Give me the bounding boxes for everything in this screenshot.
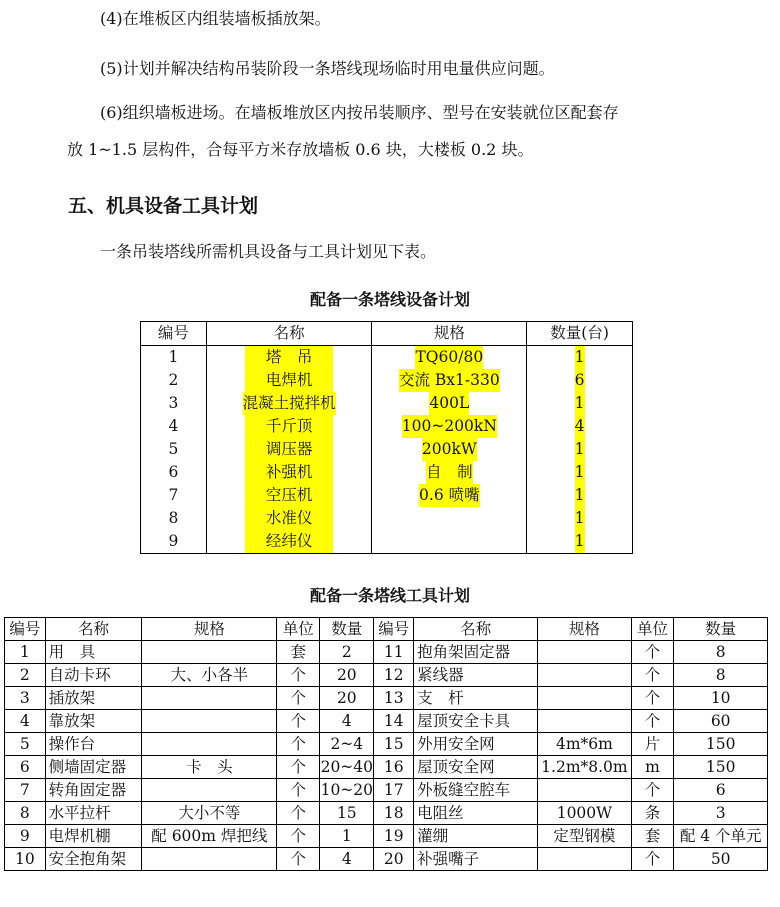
cell-spec: 定型钢模 [538, 825, 632, 848]
cell-text: 千斤顶 [245, 415, 333, 438]
cell-text: 调压器 [245, 438, 333, 461]
cell-spec [142, 733, 277, 756]
header-spec: 规格 [142, 618, 277, 641]
table-row [5, 687, 768, 710]
cell-unit: 个 [631, 848, 674, 871]
header-quantity: 数量 [320, 618, 374, 641]
cell-spec [372, 484, 527, 507]
cell-unit: 个 [631, 687, 674, 710]
cell-unit: 个 [277, 733, 320, 756]
header-unit: 单位 [631, 618, 674, 641]
cell-text: 4 [168, 417, 179, 435]
intro-text: 一条吊装塔线所需机具设备与工具计划见下表。 [100, 242, 437, 261]
cell-number: 15 [374, 733, 414, 756]
cell-text: 1 [575, 507, 585, 530]
cell-name: 支 杆 [414, 687, 538, 710]
table-row [5, 641, 768, 664]
cell-text: 1 [575, 438, 585, 461]
cell-unit: 个 [277, 848, 320, 871]
cell-spec [142, 848, 277, 871]
equipment-table-caption: 配备一条塔线设备计划 [309, 290, 470, 309]
cell-quantity [527, 438, 633, 461]
cell-unit: m [631, 756, 674, 779]
cell-quantity: 8 [674, 641, 768, 664]
cell-text: 经纬仪 [245, 530, 333, 553]
cell-number: 10 [5, 848, 46, 871]
table-row [5, 825, 768, 848]
cell-quantity [527, 392, 633, 415]
cell-quantity: 2 [320, 641, 374, 664]
cell-number: 8 [5, 802, 46, 825]
cell-name: 灌绷 [414, 825, 538, 848]
cell-unit: 套 [631, 825, 674, 848]
cell-quantity: 50 [674, 848, 768, 871]
table-row [5, 779, 768, 802]
cell-unit: 个 [277, 779, 320, 802]
cell-name: 电阻丝 [414, 802, 538, 825]
cell-number: 18 [374, 802, 414, 825]
cell-quantity: 15 [320, 802, 374, 825]
cell-number: 12 [374, 664, 414, 687]
cell-spec [372, 438, 527, 461]
table-row [141, 484, 633, 507]
tools-table-header [5, 618, 768, 641]
cell-text: 6 [168, 463, 179, 481]
cell-spec: 4m*6m [538, 733, 632, 756]
cell-quantity: 150 [674, 756, 768, 779]
cell-quantity [527, 369, 633, 392]
cell-quantity [527, 530, 633, 554]
cell-name [206, 530, 372, 554]
cell-spec [538, 641, 632, 664]
cell-text: 电焊机 [245, 369, 333, 392]
cell-quantity: 10 [674, 687, 768, 710]
header-quantity: 数量(台) [527, 322, 633, 346]
cell-name: 外用安全网 [414, 733, 538, 756]
cell-quantity [527, 507, 633, 530]
cell-spec [538, 848, 632, 871]
cell-quantity: 4 [320, 710, 374, 733]
cell-name [206, 507, 372, 530]
cell-name [206, 461, 372, 484]
table-row [141, 346, 633, 370]
cell-number [141, 369, 207, 392]
cell-text: 8 [168, 509, 179, 527]
section-heading: 五、机具设备工具计划 [68, 195, 259, 217]
cell-unit: 条 [631, 802, 674, 825]
cell-number: 13 [374, 687, 414, 710]
cell-text: 1 [575, 530, 585, 553]
cell-unit: 片 [631, 733, 674, 756]
paragraph-5: (5)计划并解决结构吊装阶段一条塔线现场临时用电量供应问题。 [100, 59, 555, 78]
cell-quantity: 10~20 [320, 779, 374, 802]
cell-quantity: 20~40 [320, 756, 374, 779]
cell-quantity: 6 [674, 779, 768, 802]
cell-text: 交流 Bx1-330 [399, 369, 500, 392]
cell-quantity [527, 461, 633, 484]
cell-spec [372, 415, 527, 438]
cell-unit: 个 [277, 756, 320, 779]
cell-text: 塔 吊 [245, 346, 333, 369]
cell-name [206, 415, 372, 438]
cell-name [206, 484, 372, 507]
table-row [5, 710, 768, 733]
cell-quantity [527, 484, 633, 507]
cell-quantity: 8 [674, 664, 768, 687]
cell-quantity: 3 [674, 802, 768, 825]
table-row [141, 392, 633, 415]
cell-text: 9 [168, 532, 179, 550]
cell-quantity: 150 [674, 733, 768, 756]
cell-spec [372, 392, 527, 415]
cell-text: 1 [575, 461, 585, 484]
cell-number: 14 [374, 710, 414, 733]
cell-text: 7 [168, 486, 179, 504]
cell-number: 20 [374, 848, 414, 871]
cell-number [141, 415, 207, 438]
cell-quantity [527, 415, 633, 438]
paragraph-6-line-2: 放 1~1.5 层构件，合每平方米存放墙板 0.6 块，大楼板 0.2 块。 [67, 140, 534, 159]
cell-number: 17 [374, 779, 414, 802]
cell-number [141, 461, 207, 484]
header-number: 编号 [5, 618, 46, 641]
cell-name: 转角固定器 [45, 779, 142, 802]
cell-name [206, 346, 372, 370]
cell-number [141, 530, 207, 554]
cell-text: 200kW [422, 438, 477, 461]
header-spec: 规格 [372, 322, 527, 346]
cell-unit: 个 [631, 779, 674, 802]
cell-name: 安全抱角架 [45, 848, 142, 871]
cell-number: 16 [374, 756, 414, 779]
header-name: 名称 [206, 322, 372, 346]
cell-spec [372, 346, 527, 370]
cell-number [141, 438, 207, 461]
cell-number: 3 [5, 687, 46, 710]
cell-name: 自动卡环 [45, 664, 142, 687]
cell-number: 6 [5, 756, 46, 779]
cell-number [141, 392, 207, 415]
cell-name: 水平拉杆 [45, 802, 142, 825]
table-row [5, 802, 768, 825]
header-number: 编号 [141, 322, 207, 346]
cell-name: 电焊机棚 [45, 825, 142, 848]
cell-number: 2 [5, 664, 46, 687]
table-row [5, 756, 768, 779]
cell-spec: 大小不等 [142, 802, 277, 825]
table-row [141, 415, 633, 438]
cell-spec [538, 687, 632, 710]
cell-number: 9 [5, 825, 46, 848]
cell-spec: 1.2m*8.0m [538, 756, 632, 779]
header-name: 名称 [45, 618, 142, 641]
cell-text: 3 [168, 394, 179, 412]
cell-name: 紧线器 [414, 664, 538, 687]
cell-text: TQ60/80 [415, 346, 483, 369]
cell-unit: 套 [277, 641, 320, 664]
cell-unit: 个 [277, 710, 320, 733]
table-row [141, 369, 633, 392]
tools-table [4, 617, 768, 871]
cell-spec [142, 687, 277, 710]
cell-spec [142, 710, 277, 733]
cell-spec: 1000W [538, 802, 632, 825]
header-number: 编号 [374, 618, 414, 641]
cell-unit: 个 [277, 802, 320, 825]
cell-name: 屋顶安全网 [414, 756, 538, 779]
cell-spec [538, 710, 632, 733]
equipment-table-header [141, 322, 633, 346]
cell-spec [538, 779, 632, 802]
cell-name: 靠放架 [45, 710, 142, 733]
cell-unit: 个 [277, 687, 320, 710]
tools-table-caption: 配备一条塔线工具计划 [309, 586, 470, 605]
cell-text: 400L [429, 392, 469, 415]
cell-quantity: 20 [320, 687, 374, 710]
cell-text: 1 [168, 348, 179, 366]
cell-name [206, 392, 372, 415]
cell-quantity: 60 [674, 710, 768, 733]
cell-name: 插放架 [45, 687, 142, 710]
cell-number: 11 [374, 641, 414, 664]
cell-spec: 卡 头 [142, 756, 277, 779]
paragraph-4: (4)在堆板区内组装墙板插放架。 [100, 9, 331, 28]
cell-unit: 个 [631, 664, 674, 687]
cell-number: 4 [5, 710, 46, 733]
header-unit: 单位 [277, 618, 320, 641]
cell-unit: 个 [631, 641, 674, 664]
table-row [5, 733, 768, 756]
table-row [141, 461, 633, 484]
cell-text: 水准仪 [245, 507, 333, 530]
cell-quantity [527, 346, 633, 370]
cell-name: 外板缝空腔车 [414, 779, 538, 802]
cell-text: 5 [168, 440, 179, 458]
cell-number [141, 507, 207, 530]
cell-text: 6 [575, 369, 585, 392]
cell-text: 补强机 [245, 461, 333, 484]
cell-spec [142, 779, 277, 802]
cell-text: 4 [575, 415, 585, 438]
cell-name [206, 438, 372, 461]
cell-spec: 配 600m 焊把线 [142, 825, 277, 848]
cell-spec [142, 641, 277, 664]
cell-number: 5 [5, 733, 46, 756]
cell-spec: 大、小各半 [142, 664, 277, 687]
cell-name: 操作台 [45, 733, 142, 756]
cell-spec [372, 461, 527, 484]
table-row [141, 530, 633, 554]
cell-number: 19 [374, 825, 414, 848]
cell-name: 抱角架固定器 [414, 641, 538, 664]
paragraph-6-line-1: (6)组织墙板进场。在墙板堆放区内按吊装顺序、型号在安装就位区配套存 [100, 103, 619, 122]
table-row [5, 664, 768, 687]
cell-number: 1 [5, 641, 46, 664]
table-row [141, 438, 633, 461]
header-quantity: 数量 [674, 618, 768, 641]
cell-spec [372, 530, 527, 554]
cell-spec [372, 507, 527, 530]
cell-quantity: 4 [320, 848, 374, 871]
cell-number: 7 [5, 779, 46, 802]
cell-name: 屋顶安全卡具 [414, 710, 538, 733]
table-row [141, 507, 633, 530]
cell-name: 侧墙固定器 [45, 756, 142, 779]
cell-text: 空压机 [245, 484, 333, 507]
cell-number [141, 346, 207, 370]
cell-name [206, 369, 372, 392]
cell-unit: 个 [631, 710, 674, 733]
cell-text: 混凝土搅拌机 [243, 392, 336, 415]
table-row [5, 848, 768, 871]
cell-unit: 个 [277, 664, 320, 687]
cell-spec [372, 369, 527, 392]
cell-text: 1 [575, 346, 585, 369]
cell-quantity: 配 4 个单元 [674, 825, 768, 848]
cell-text: 1 [575, 392, 585, 415]
cell-unit: 个 [277, 825, 320, 848]
cell-number [141, 484, 207, 507]
cell-text: 自 制 [426, 461, 473, 484]
cell-text: 1 [575, 484, 585, 507]
cell-text: 0.6 喷嘴 [419, 484, 480, 507]
cell-quantity: 20 [320, 664, 374, 687]
cell-text: 2 [168, 371, 179, 389]
cell-name: 补强嘴子 [414, 848, 538, 871]
cell-name: 用 具 [45, 641, 142, 664]
cell-spec [538, 664, 632, 687]
equipment-table [140, 321, 633, 554]
cell-text: 100~200kN [402, 415, 497, 438]
header-name: 名称 [414, 618, 538, 641]
header-spec: 规格 [538, 618, 632, 641]
cell-quantity: 2~4 [320, 733, 374, 756]
cell-quantity: 1 [320, 825, 374, 848]
